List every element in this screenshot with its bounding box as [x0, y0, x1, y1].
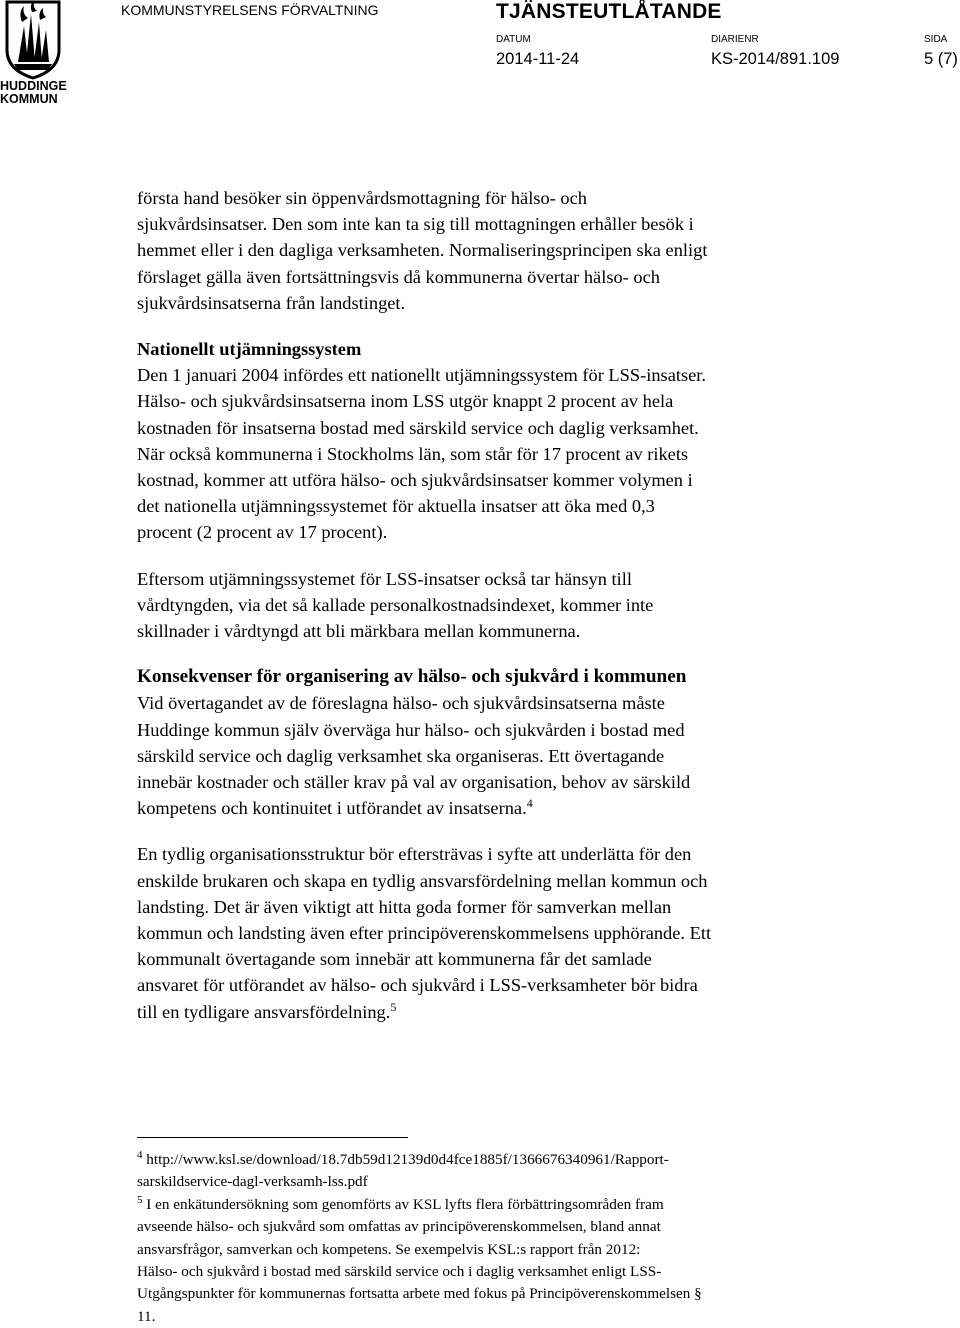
paragraph	[137, 566, 837, 645]
logo-text-line: KOMMUN	[0, 92, 58, 106]
paragraph	[137, 362, 837, 545]
text-line: särskild service och daglig verksamhet ska organiseras. Ett övertagande	[137, 745, 665, 766]
footnote-reference: 4	[526, 796, 533, 811]
text-line: Huddinge kommun själv överväga hur hälso- och sjukvården i bostad med	[137, 719, 685, 740]
text-line: innebär kostnader och ställer krav på val av organisation, behov av särskild	[137, 772, 691, 793]
date-label: DATUM	[496, 34, 531, 45]
text-line: kommunalt övertagande som innebär att kommunerna får det samlade	[137, 949, 652, 970]
paragraph	[137, 841, 837, 1024]
text-line: kommun och landsting även efter principöverenskommelsens upphörande. Ett	[137, 923, 712, 944]
text-line: När också kommunerna i Stockholms län, som står för 17 procent av rikets	[137, 443, 689, 464]
reference-value: KS-2014/891.109	[711, 50, 840, 68]
footnote-text: avseende hälso- och sjukvård som omfattas av principöverenskommelsen, bland annat	[137, 1218, 661, 1236]
text-line: sjukvårdsinsatserna från landstinget.	[137, 292, 406, 313]
reference-label: DIARIENR	[711, 34, 759, 45]
text-line: det nationella utjämningssystemet för aktuella insatser att öka med 0,3	[137, 496, 655, 517]
footnote-text: I en enkätundersökning som genomförts av KSL lyfts flera förbättringsområden fram	[146, 1195, 664, 1213]
municipality-logo	[0, 0, 66, 108]
page-number: 5 (7)	[924, 50, 958, 68]
text-line: första hand besöker sin öppenvårdsmottagning för hälso- och	[137, 188, 587, 208]
text-line: En tydlig organisationsstruktur bör eftersträvas i syfte att underlätta för den	[137, 844, 692, 865]
footnote-divider	[137, 1137, 408, 1138]
organization-name: KOMMUNSTYRELSENS FÖRVALTNING	[121, 2, 379, 18]
text-line: vårdtyngden, via det så kallade personalkostnadsindexet, kommer inte	[137, 594, 654, 615]
text-line: hemmet eller i den dagliga verksamheten. Normaliseringsprincipen ska enligt	[137, 240, 708, 261]
footnote-text: Hälso- och sjukvård i bostad med särskild service och i daglig verksamhet enligt LSS-	[137, 1263, 662, 1281]
section-sign: §	[694, 1285, 702, 1303]
text-line: Hälso- och sjukvårdsinsatserna inom LSS utgör knappt 2 procent av hela	[137, 391, 674, 412]
text-line: Vid övertagandet av de föreslagna hälso- och sjukvårdsinsatserna måste	[137, 693, 665, 714]
text-line: kostnad, kommer att utföra hälso- och sjukvårdsinsatser kommer volymen i	[137, 470, 693, 491]
document-type: TJÄNSTEUTLÅTANDE	[496, 0, 722, 23]
footnote-text: ansvarsfrågor, samverkan och kompetens. Se exempelvis KSL:s rapport från 2012:	[137, 1240, 641, 1258]
text-line: sjukvårdsinsatser. Den som inte kan ta sig till mottagningen erhåller besök i	[137, 214, 694, 235]
footnote-number: 5	[137, 1193, 143, 1206]
footnote	[137, 1194, 837, 1328]
text-line: skillnader i vårdtyngd att bli märkbara mellan kommunerna.	[137, 621, 581, 642]
logo-text-line: HUDDINGE	[0, 79, 67, 93]
crest-icon	[4, 0, 62, 80]
footnote-link[interactable]: http://www.ksl.se/download/18.7db59d12139d0d4fce1885f/1366676340961/Rapport-	[146, 1151, 669, 1168]
footnote-text: 11.	[137, 1307, 156, 1325]
intro-paragraph	[137, 185, 837, 316]
section-heading: Konsekvenser för organisering av hälso- och sjukvård i kommunen	[137, 666, 687, 688]
text-line: enskilde brukaren och skapa en tydlig ansvarsfördelning mellan kommun och	[137, 870, 708, 891]
page-label: SIDA	[924, 34, 948, 45]
footnote-link[interactable]: sarskildservice-dagl-verksamh-lss.pdf	[137, 1173, 368, 1191]
text-line: Den 1 januari 2004 infördes ett nationellt utjämningssystem för LSS-insatser.	[137, 365, 706, 386]
text-line: procent (2 procent av 17 procent).	[137, 522, 388, 543]
text-line: kostnaden för insatserna bostad med särskild service och daglig verksamhet.	[137, 417, 699, 438]
text-line: ansvaret för utförandet av hälso- och sjukvård i LSS-verksamheter bör bidra	[137, 975, 698, 996]
footnote-reference: 5	[390, 999, 397, 1014]
text-line: till en tydligare ansvarsfördelning.	[137, 1001, 391, 1022]
footnote-number: 4	[137, 1149, 143, 1161]
footnote	[137, 1149, 837, 1194]
text-line: Eftersom utjämningssystemet för LSS-insatser också tar hänsyn till	[137, 568, 632, 589]
text-line: förslaget gälla även fortsättningsvis då kommunerna övertar hälso- och	[137, 266, 660, 287]
document-body	[137, 185, 837, 1025]
section-heading: Nationellt utjämningssystem	[137, 339, 362, 360]
date-value: 2014-11-24	[496, 50, 580, 68]
text-line: landsting. Det är även viktigt att hitta goda former för samverkan mellan	[137, 896, 672, 917]
footnote-text: Utgångspunkter för kommunernas fortsatta arbete med fokus på Principöverenskommelsen	[137, 1285, 691, 1303]
footnotes	[137, 1149, 837, 1328]
paragraph	[137, 690, 837, 821]
text-line: kompetens och kontinuitet i utförandet av insatserna.	[137, 798, 527, 819]
